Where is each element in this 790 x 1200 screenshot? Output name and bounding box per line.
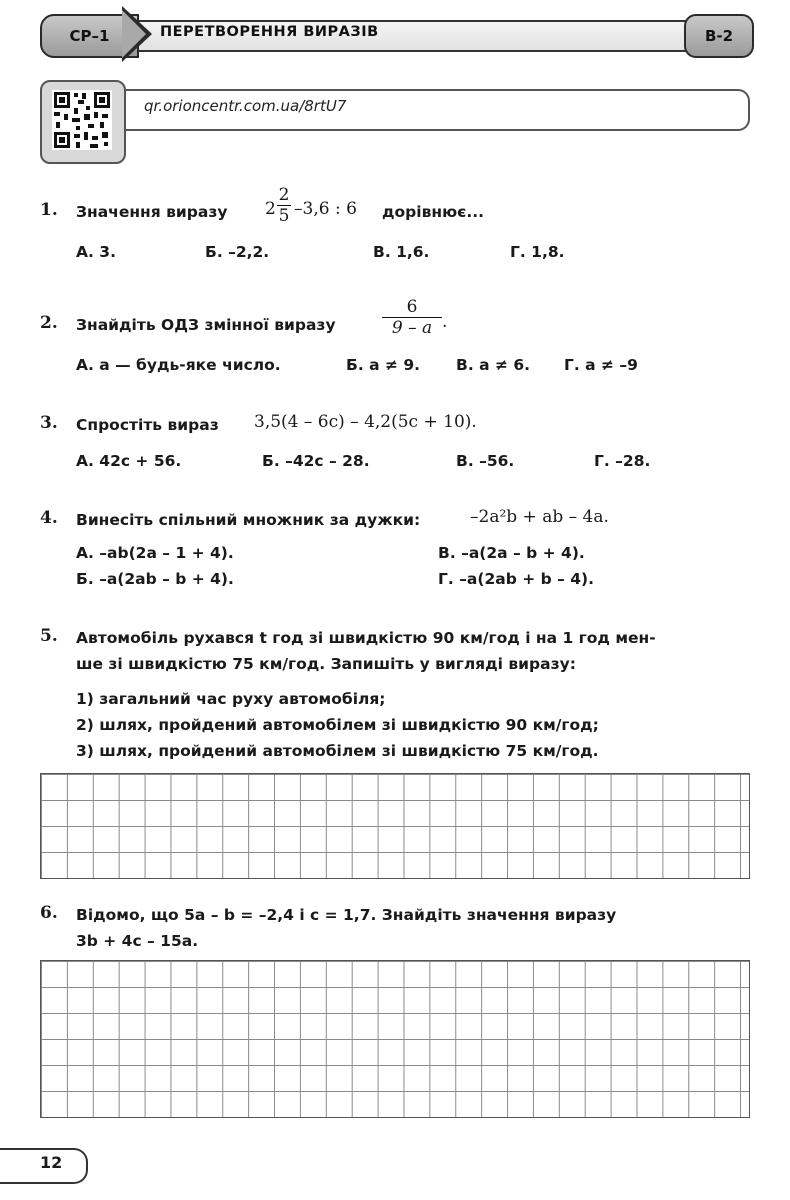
task-4-option-c[interactable]: В. –a(2a – b + 4). <box>438 544 585 562</box>
task-6-answer-grid[interactable] <box>40 960 750 1118</box>
task-1-text-after: дорівнює... <box>382 203 485 221</box>
qr-link-text[interactable]: qr.orioncentr.com.ua/8rtU7 <box>144 97 347 115</box>
task-2-option-b[interactable]: Б. a ≠ 9. <box>346 356 421 374</box>
variant-badge <box>684 14 754 58</box>
task-4-option-d[interactable]: Г. –a(2ab + b – 4). <box>438 570 594 588</box>
task-1-number: 1. <box>40 200 58 220</box>
task-5-number: 5. <box>40 626 58 646</box>
task-5-answer-grid[interactable] <box>40 773 750 879</box>
variant-label: В-2 <box>704 27 734 45</box>
task-1-option-c[interactable]: В. 1,6. <box>373 243 430 261</box>
task-6-line-1: Відомо, що 5a – b = –2,4 і c = 1,7. Знайдіть значення виразу <box>76 906 617 924</box>
page-number: 12 <box>40 1153 63 1172</box>
page-title: ПЕРЕТВОРЕННЯ ВИРАЗІВ <box>160 24 379 40</box>
task-4-text: Винесіть спільний множник за дужки: <box>76 511 421 529</box>
task-1-frac-num: 2 <box>278 185 290 205</box>
task-1-whole: 2 <box>265 199 276 219</box>
qr-frame <box>40 80 126 164</box>
task-5-item-2: 2) шлях, пройдений автомобілем зі швидкістю 90 км/год; <box>76 716 599 734</box>
task-6-number: 6. <box>40 903 58 923</box>
task-1-expr-rest: –3,6 : 6 <box>294 199 357 219</box>
task-4-option-a[interactable]: А. –ab(2a – 1 + 4). <box>76 544 234 562</box>
task-3-number: 3. <box>40 413 58 433</box>
task-3-option-a[interactable]: А. 42c + 56. <box>76 452 182 470</box>
task-3-option-c[interactable]: В. –56. <box>456 452 515 470</box>
task-2-fraction <box>382 297 442 338</box>
task-1-option-d[interactable]: Г. 1,8. <box>510 243 565 261</box>
task-2-number: 2. <box>40 313 58 333</box>
task-2-text: Знайдіть ОДЗ змінної виразу <box>76 316 336 334</box>
task-4-option-b[interactable]: Б. –a(2ab – b + 4). <box>76 570 234 588</box>
task-2-frac-den: 9 – a <box>382 317 442 338</box>
task-2-frac-num: 6 <box>406 297 418 317</box>
arrow-icon-fill <box>122 10 146 58</box>
task-3-option-d[interactable]: Г. –28. <box>594 452 651 470</box>
task-3-text: Спростіть вираз <box>76 416 219 434</box>
task-1-option-b[interactable]: Б. –2,2. <box>205 243 270 261</box>
task-5-line-1: Автомобіль рухався t год зі швидкістю 90 км/год і на 1 год мен- <box>76 629 656 647</box>
task-3-expression: 3,5(4 – 6c) – 4,2(5c + 10). <box>254 412 477 432</box>
task-4-number: 4. <box>40 508 58 528</box>
task-2-option-c[interactable]: В. a ≠ 6. <box>456 356 531 374</box>
task-2-option-a[interactable]: А. a — будь-яке число. <box>76 356 281 374</box>
qr-code-icon <box>52 90 112 150</box>
task-1-frac-den: 5 <box>278 206 290 226</box>
task-3-option-b[interactable]: Б. –42c – 28. <box>262 452 370 470</box>
task-1-fraction <box>277 185 291 226</box>
task-2-period: . <box>442 312 448 332</box>
task-1-option-a[interactable]: А. 3. <box>76 243 116 261</box>
task-5-item-3: 3) шлях, пройдений автомобілем зі швидкістю 75 км/год. <box>76 742 599 760</box>
section-code: СР–1 <box>69 27 110 45</box>
task-4-expression: –2a²b + ab – 4a. <box>470 507 609 527</box>
task-5-line-2: ше зі швидкістю 75 км/год. Запишіть у вигляді виразу: <box>76 655 576 673</box>
task-1-text-before: Значення виразу <box>76 203 228 221</box>
task-5-item-1: 1) загальний час руху автомобіля; <box>76 690 386 708</box>
task-2-option-d[interactable]: Г. a ≠ –9 <box>564 356 638 374</box>
task-6-line-2: 3b + 4c – 15a. <box>76 932 199 950</box>
